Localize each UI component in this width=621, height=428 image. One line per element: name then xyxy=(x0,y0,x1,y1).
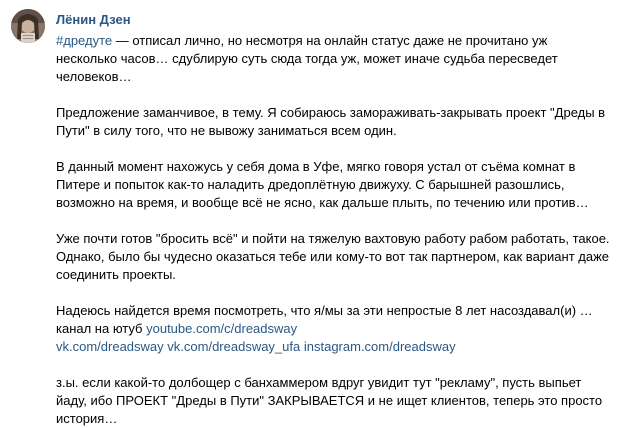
post-line: соединить проекты. xyxy=(56,267,176,282)
post-line: В данный момент нахожусь у себя дома в Уфе, мягко говоря устал от съёма комнат в xyxy=(56,159,576,174)
paragraph-gap xyxy=(56,140,616,158)
post-line: Надеюсь найдется время посмотреть, что я/мы за эти непростые 8 лет насоздавал(и) … xyxy=(56,303,593,318)
post-line xyxy=(56,320,616,338)
post-line: Пути" в силу того, что не вывожу заниматься всем один. xyxy=(56,123,397,138)
post-text xyxy=(56,32,616,428)
post-line: з.ы. если какой-то долбощер с банхаммером вдруг увидит тут "рекламу", пусть выпьет xyxy=(56,375,582,390)
post-text-span: канал на ютуб xyxy=(56,321,147,336)
vk-link-dreadsway[interactable]: vk.com/dreadsway xyxy=(56,339,164,354)
post-line: возможно на время, и вообще всё не ясно, как дальше плыть, по течению или против… xyxy=(56,195,589,210)
post-line: человеков… xyxy=(56,69,132,84)
youtube-link[interactable]: youtube.com/c/dreadsway xyxy=(146,321,298,336)
post-line: Уже почти готов "бросить всё" и пойти на тяжелую вахтовую работу рабом работать, такое. xyxy=(56,231,610,246)
paragraph-gap xyxy=(56,284,616,302)
avatar[interactable] xyxy=(11,9,45,43)
post-text-span: — отписал лично, но несмотря на онлайн статус даже не прочитано уж xyxy=(112,33,548,48)
paragraph-gap xyxy=(56,212,616,230)
post-line xyxy=(56,338,616,356)
post-line: йаду, ибо ПРОЕКТ "Дреды в Пути" ЗАКРЫВАЕТСЯ и не ищет клиентов, теперь это просто xyxy=(56,393,603,408)
hashtag-link[interactable]: #дредуте xyxy=(56,33,113,48)
post-line: несколько часов… сдублирую суть сюда тогда уж, может иначе судьба пересведет xyxy=(56,51,558,66)
post-line: история… xyxy=(56,411,118,426)
post-line: Питере и попыток как-то наладить дредоплётную движуху. С барышней разошлись, xyxy=(56,177,565,192)
paragraph-gap xyxy=(56,356,616,374)
avatar-image xyxy=(11,9,45,43)
post-line: Предложение заманчивое, в тему. Я собираюсь замораживать-закрывать проект "Дреды в xyxy=(56,105,606,120)
instagram-link[interactable]: instagram.com/dreadsway xyxy=(303,339,456,354)
author-name[interactable]: Лёнин Дзен xyxy=(56,12,131,27)
vk-link-dreadsway-ufa[interactable]: vk.com/dreadsway_ufa xyxy=(167,339,301,354)
paragraph-gap xyxy=(56,86,616,104)
post-line xyxy=(56,32,616,50)
post-line: Однако, было бы чудесно оказаться тебе или кому-то вот так партнером, как вариант даже xyxy=(56,249,610,264)
